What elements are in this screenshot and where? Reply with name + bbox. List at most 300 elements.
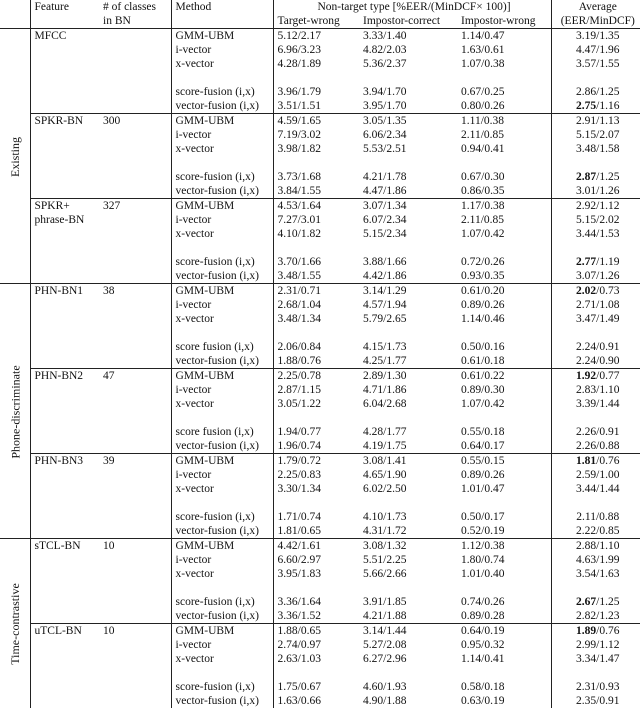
impostor-wrong-value: 2.11/0.85 (457, 128, 551, 142)
method-name: x-vector (171, 567, 273, 581)
average-mindcf: /1.19 (596, 256, 619, 268)
table-row (0, 454, 640, 469)
target-wrong-value: 5.12/2.17 (273, 29, 359, 44)
average-eer: 3.01 (576, 185, 596, 197)
impostor-wrong-value: 0.61/0.22 (457, 369, 551, 384)
average-value (551, 567, 640, 581)
average-value (551, 284, 640, 299)
spacer-row (0, 71, 640, 85)
average-mindcf: /1.25 (596, 86, 619, 98)
method-name: score-fusion (i,x) (171, 85, 273, 99)
header-average-sub: (EER/MinDCF) (551, 14, 640, 29)
feature-name: SPKR-BN (30, 114, 99, 129)
table-row (0, 142, 640, 156)
impostor-wrong-value: 2.11/0.85 (457, 213, 551, 227)
impostor-correct-value: 4.21/1.88 (359, 609, 457, 624)
class-count: 10 (99, 539, 171, 554)
impostor-wrong-value: 0.89/0.26 (457, 468, 551, 482)
average-value (551, 468, 640, 482)
target-wrong-value: 2.74/0.97 (273, 638, 359, 652)
average-value (551, 354, 640, 369)
impostor-correct-value: 3.07/1.34 (359, 199, 457, 214)
target-wrong-value: 4.53/1.64 (273, 199, 359, 214)
group-label-cell (0, 284, 30, 539)
header-nontarget-type: Non-target type [%EER/(MinDCF× 100)] (273, 0, 551, 14)
target-wrong-value: 7.19/3.02 (273, 128, 359, 142)
impostor-correct-value: 6.27/2.96 (359, 652, 457, 666)
impostor-wrong-value: 1.07/0.42 (457, 397, 551, 411)
method-name: GMM-UBM (171, 624, 273, 639)
average-eer: 5.15 (576, 214, 596, 226)
class-count (99, 29, 171, 44)
method-name: vector-fusion (i,x) (171, 694, 273, 708)
impostor-wrong-value: 1.07/0.38 (457, 57, 551, 71)
average-value (551, 595, 640, 609)
spacer-row (0, 326, 640, 340)
table-row (0, 255, 640, 269)
class-count: 38 (99, 284, 171, 299)
target-wrong-value: 6.60/2.97 (273, 553, 359, 567)
average-value (551, 524, 640, 539)
average-mindcf: /1.44 (596, 483, 619, 495)
average-eer: 2.26 (576, 440, 596, 452)
average-mindcf: /2.07 (596, 129, 619, 141)
average-value (551, 57, 640, 71)
method-name: GMM-UBM (171, 199, 273, 214)
group-label: Existing (8, 136, 22, 176)
impostor-correct-value: 4.10/1.73 (359, 510, 457, 524)
impostor-wrong-value: 0.80/0.26 (457, 99, 551, 114)
average-eer: 2.26 (576, 426, 596, 438)
impostor-wrong-value: 0.63/0.19 (457, 694, 551, 708)
average-value (551, 213, 640, 227)
average-value (551, 439, 640, 454)
target-wrong-value: 3.95/1.83 (273, 567, 359, 581)
target-wrong-value: 6.96/3.23 (273, 43, 359, 57)
average-mindcf: /0.77 (596, 370, 619, 382)
impostor-wrong-value: 0.89/0.26 (457, 298, 551, 312)
header-average: Average (551, 0, 640, 14)
impostor-correct-value: 4.47/1.86 (359, 184, 457, 199)
table-row (0, 652, 640, 666)
method-name: x-vector (171, 482, 273, 496)
table-row (0, 510, 640, 524)
table-row (0, 184, 640, 199)
average-mindcf: /1.35 (596, 30, 619, 42)
impostor-wrong-value: 0.86/0.35 (457, 184, 551, 199)
target-wrong-value: 1.75/0.67 (273, 680, 359, 694)
table-row (0, 213, 640, 227)
impostor-wrong-value: 0.67/0.25 (457, 85, 551, 99)
target-wrong-value: 3.30/1.34 (273, 482, 359, 496)
impostor-wrong-value: 1.14/0.46 (457, 312, 551, 326)
average-mindcf: /0.91 (596, 341, 619, 353)
method-name: score fusion (i,x) (171, 425, 273, 439)
average-value (551, 142, 640, 156)
average-mindcf: /0.76 (596, 625, 619, 637)
average-value (551, 694, 640, 708)
average-value (551, 340, 640, 354)
impostor-wrong-value: 0.74/0.26 (457, 595, 551, 609)
average-mindcf: /0.93 (596, 681, 619, 693)
table-row (0, 425, 640, 439)
average-eer: 2.87 (576, 171, 596, 183)
table-row (0, 553, 640, 567)
impostor-correct-value: 6.04/2.68 (359, 397, 457, 411)
target-wrong-value: 3.36/1.64 (273, 595, 359, 609)
impostor-wrong-value: 0.58/0.18 (457, 680, 551, 694)
impostor-wrong-value: 1.11/0.38 (457, 114, 551, 129)
average-value (551, 255, 640, 269)
average-value (551, 680, 640, 694)
impostor-wrong-value: 0.72/0.26 (457, 255, 551, 269)
average-mindcf: /1.26 (596, 270, 619, 282)
impostor-correct-value: 4.57/1.94 (359, 298, 457, 312)
average-mindcf: /1.13 (596, 115, 619, 127)
impostor-correct-value: 3.08/1.32 (359, 539, 457, 554)
target-wrong-value: 3.73/1.68 (273, 170, 359, 184)
method-name: i-vector (171, 638, 273, 652)
table-row (0, 269, 640, 284)
target-wrong-value: 1.79/0.72 (273, 454, 359, 469)
average-mindcf: /1.26 (596, 185, 619, 197)
target-wrong-value: 2.31/0.71 (273, 284, 359, 299)
average-value (551, 298, 640, 312)
average-value (551, 99, 640, 114)
impostor-wrong-value: 0.50/0.17 (457, 510, 551, 524)
average-eer: 3.07 (576, 270, 596, 282)
impostor-correct-value: 3.05/1.35 (359, 114, 457, 129)
table-row (0, 524, 640, 539)
table-row (0, 354, 640, 369)
method-name: i-vector (171, 468, 273, 482)
target-wrong-value: 1.81/0.65 (273, 524, 359, 539)
average-mindcf: /1.63 (596, 568, 619, 580)
average-eer: 2.99 (576, 639, 596, 651)
class-count: 10 (99, 624, 171, 639)
table-row (0, 595, 640, 609)
target-wrong-value: 4.28/1.89 (273, 57, 359, 71)
feature-name: PHN-BN3 (30, 454, 99, 469)
table-row (0, 680, 640, 694)
average-value (551, 454, 640, 469)
average-eer: 3.39 (576, 398, 596, 410)
average-mindcf: /1.16 (596, 100, 619, 112)
table-row (0, 312, 640, 326)
header-feature: Feature (30, 0, 99, 14)
group-label: Time-contrastive (8, 583, 22, 665)
impostor-wrong-value: 1.17/0.38 (457, 199, 551, 214)
method-name: i-vector (171, 128, 273, 142)
impostor-correct-value: 6.02/2.50 (359, 482, 457, 496)
average-value (551, 312, 640, 326)
spacer-row (0, 411, 640, 425)
target-wrong-value: 1.63/0.66 (273, 694, 359, 708)
target-wrong-value: 1.88/0.65 (273, 624, 359, 639)
header-classes-line2: in BN (99, 14, 171, 29)
feature-name: SPKR+ (30, 199, 99, 214)
impostor-correct-value: 5.53/2.51 (359, 142, 457, 156)
method-name: GMM-UBM (171, 29, 273, 44)
average-value (551, 510, 640, 524)
method-name: score fusion (i,x) (171, 340, 273, 354)
header-target-wrong: Target-wrong (273, 14, 359, 29)
impostor-correct-value: 3.14/1.29 (359, 284, 457, 299)
impostor-wrong-value: 0.55/0.15 (457, 454, 551, 469)
average-mindcf: /2.02 (596, 214, 619, 226)
target-wrong-value: 2.68/1.04 (273, 298, 359, 312)
average-value (551, 638, 640, 652)
spacer-row (0, 496, 640, 510)
average-mindcf: /1.10 (596, 384, 619, 396)
impostor-wrong-value: 0.61/0.20 (457, 284, 551, 299)
average-mindcf: /0.88 (596, 440, 619, 452)
average-mindcf: /1.00 (596, 469, 619, 481)
impostor-wrong-value: 1.80/0.74 (457, 553, 551, 567)
method-name: x-vector (171, 227, 273, 241)
class-count: 327 (99, 199, 171, 214)
target-wrong-value: 4.59/1.65 (273, 114, 359, 129)
impostor-wrong-value: 0.55/0.18 (457, 425, 551, 439)
group-label-cell (0, 29, 30, 284)
target-wrong-value: 1.94/0.77 (273, 425, 359, 439)
average-value (551, 652, 640, 666)
average-eer: 2.24 (576, 341, 596, 353)
average-value (551, 624, 640, 639)
target-wrong-value: 3.84/1.55 (273, 184, 359, 199)
impostor-wrong-value: 0.93/0.35 (457, 269, 551, 284)
average-eer: 3.47 (576, 313, 596, 325)
average-mindcf: /1.53 (596, 228, 619, 240)
spacer-row (0, 156, 640, 170)
method-name: vector-fusion (i,x) (171, 269, 273, 284)
average-eer: 3.54 (576, 568, 596, 580)
impostor-wrong-value: 1.63/0.61 (457, 43, 551, 57)
table-row (0, 539, 640, 554)
target-wrong-value: 2.63/1.03 (273, 652, 359, 666)
average-eer: 2.91 (576, 115, 596, 127)
target-wrong-value: 3.05/1.22 (273, 397, 359, 411)
average-mindcf: /1.23 (596, 610, 619, 622)
method-name: vector-fusion (i,x) (171, 184, 273, 199)
average-eer: 4.63 (576, 554, 596, 566)
table-row (0, 638, 640, 652)
average-eer: 2.02 (576, 285, 596, 297)
average-value (551, 128, 640, 142)
impostor-wrong-value: 1.01/0.40 (457, 567, 551, 581)
table-row (0, 114, 640, 129)
average-value (551, 383, 640, 397)
table-row (0, 85, 640, 99)
impostor-wrong-value: 0.89/0.28 (457, 609, 551, 624)
average-mindcf: /1.58 (596, 143, 619, 155)
average-eer: 2.11 (576, 511, 596, 523)
average-eer: 3.19 (576, 30, 596, 42)
target-wrong-value: 4.10/1.82 (273, 227, 359, 241)
impostor-correct-value: 4.15/1.73 (359, 340, 457, 354)
average-eer: 2.71 (576, 299, 596, 311)
impostor-correct-value: 6.06/2.34 (359, 128, 457, 142)
average-eer: 2.35 (576, 695, 596, 707)
impostor-correct-value: 3.33/1.40 (359, 29, 457, 44)
header-classes: # of classes (99, 0, 171, 14)
spacer-row (0, 241, 640, 255)
target-wrong-value: 3.48/1.55 (273, 269, 359, 284)
impostor-wrong-value: 0.94/0.41 (457, 142, 551, 156)
table-row (0, 199, 640, 214)
feature-name: phrase-BN (30, 213, 99, 227)
header-row-2 (0, 14, 640, 29)
impostor-correct-value: 3.14/1.44 (359, 624, 457, 639)
impostor-wrong-value: 0.95/0.32 (457, 638, 551, 652)
target-wrong-value: 4.42/1.61 (273, 539, 359, 554)
method-name: i-vector (171, 213, 273, 227)
method-name: score-fusion (i,x) (171, 595, 273, 609)
impostor-correct-value: 5.66/2.66 (359, 567, 457, 581)
impostor-wrong-value: 0.50/0.16 (457, 340, 551, 354)
target-wrong-value: 3.98/1.82 (273, 142, 359, 156)
table-row (0, 609, 640, 624)
impostor-wrong-value: 0.64/0.19 (457, 624, 551, 639)
average-value (551, 609, 640, 624)
table-row (0, 128, 640, 142)
table-row (0, 227, 640, 241)
table-row (0, 468, 640, 482)
target-wrong-value: 2.06/0.84 (273, 340, 359, 354)
impostor-wrong-value: 1.14/0.41 (457, 652, 551, 666)
method-name: x-vector (171, 142, 273, 156)
table-row (0, 340, 640, 354)
impostor-wrong-value: 0.61/0.18 (457, 354, 551, 369)
method-name: i-vector (171, 43, 273, 57)
method-name: x-vector (171, 312, 273, 326)
average-mindcf: /1.99 (596, 554, 619, 566)
method-name: score-fusion (i,x) (171, 680, 273, 694)
table-row (0, 694, 640, 708)
method-name: i-vector (171, 553, 273, 567)
average-value (551, 269, 640, 284)
feature-name: sTCL-BN (30, 539, 99, 554)
table-row (0, 43, 640, 57)
impostor-wrong-value: 1.01/0.47 (457, 482, 551, 496)
average-eer: 3.44 (576, 483, 596, 495)
average-value (551, 539, 640, 554)
header-impostor-wrong: Impostor-wrong (457, 14, 551, 29)
impostor-correct-value: 5.15/2.34 (359, 227, 457, 241)
target-wrong-value: 7.27/3.01 (273, 213, 359, 227)
feature-name: MFCC (30, 29, 99, 44)
table-row (0, 284, 640, 299)
average-mindcf: /1.08 (596, 299, 619, 311)
impostor-correct-value: 5.27/2.08 (359, 638, 457, 652)
impostor-correct-value: 4.19/1.75 (359, 439, 457, 454)
average-eer: 2.83 (576, 384, 596, 396)
impostor-correct-value: 4.25/1.77 (359, 354, 457, 369)
method-name: GMM-UBM (171, 284, 273, 299)
average-eer: 2.31 (576, 681, 596, 693)
method-name: GMM-UBM (171, 454, 273, 469)
average-eer: 2.22 (576, 525, 596, 537)
average-mindcf: /1.25 (596, 596, 619, 608)
average-mindcf: /1.25 (596, 171, 619, 183)
table-row (0, 369, 640, 384)
average-eer: 2.92 (576, 200, 596, 212)
group-label-cell (0, 539, 30, 708)
method-name: score-fusion (i,x) (171, 170, 273, 184)
average-mindcf: /1.55 (596, 58, 619, 70)
average-value (551, 199, 640, 214)
impostor-correct-value: 5.36/2.37 (359, 57, 457, 71)
impostor-correct-value: 3.95/1.70 (359, 99, 457, 114)
average-mindcf: /1.44 (596, 398, 619, 410)
impostor-correct-value: 3.91/1.85 (359, 595, 457, 609)
average-mindcf: /1.12 (596, 639, 619, 651)
average-eer: 3.57 (576, 58, 596, 70)
method-name: x-vector (171, 397, 273, 411)
impostor-correct-value: 4.90/1.88 (359, 694, 457, 708)
method-name: vector-fusion (i,x) (171, 524, 273, 539)
average-value (551, 29, 640, 44)
feature-name: uTCL-BN (30, 624, 99, 639)
impostor-correct-value: 5.51/2.25 (359, 553, 457, 567)
table-row (0, 624, 640, 639)
impostor-correct-value: 4.60/1.93 (359, 680, 457, 694)
average-value (551, 425, 640, 439)
average-value (551, 482, 640, 496)
table-row (0, 383, 640, 397)
group-label: Phone-discriminate (8, 365, 22, 458)
impostor-correct-value: 3.08/1.41 (359, 454, 457, 469)
table-row (0, 57, 640, 71)
spacer-row (0, 581, 640, 595)
table-row (0, 439, 640, 454)
average-eer: 2.77 (576, 256, 596, 268)
method-name: vector-fusion (i,x) (171, 99, 273, 114)
average-eer: 3.34 (576, 653, 596, 665)
impostor-correct-value: 4.71/1.86 (359, 383, 457, 397)
target-wrong-value: 1.88/0.76 (273, 354, 359, 369)
average-eer: 2.24 (576, 355, 596, 367)
average-mindcf: /0.91 (596, 426, 619, 438)
method-name: i-vector (171, 298, 273, 312)
average-mindcf: /0.76 (596, 455, 619, 467)
header-method: Method (171, 0, 273, 14)
impostor-correct-value: 2.89/1.30 (359, 369, 457, 384)
target-wrong-value: 3.48/1.34 (273, 312, 359, 326)
impostor-correct-value: 4.65/1.90 (359, 468, 457, 482)
average-value (551, 184, 640, 199)
average-value (551, 114, 640, 129)
average-eer: 1.89 (576, 625, 596, 637)
feature-name: PHN-BN1 (30, 284, 99, 299)
header-row-1 (0, 0, 640, 14)
impostor-wrong-value: 0.64/0.17 (457, 439, 551, 454)
average-mindcf: /0.91 (596, 695, 619, 707)
method-name: vector-fusion (i,x) (171, 439, 273, 454)
table-row (0, 170, 640, 184)
method-name: x-vector (171, 652, 273, 666)
average-value (551, 369, 640, 384)
average-value (551, 553, 640, 567)
table-row (0, 298, 640, 312)
average-eer: 2.88 (576, 540, 596, 552)
average-eer: 2.67 (576, 596, 596, 608)
method-name: vector-fusion (i,x) (171, 354, 273, 369)
average-mindcf: /1.47 (596, 653, 619, 665)
average-eer: 2.59 (576, 469, 596, 481)
impostor-correct-value: 4.28/1.77 (359, 425, 457, 439)
average-eer: 2.86 (576, 86, 596, 98)
